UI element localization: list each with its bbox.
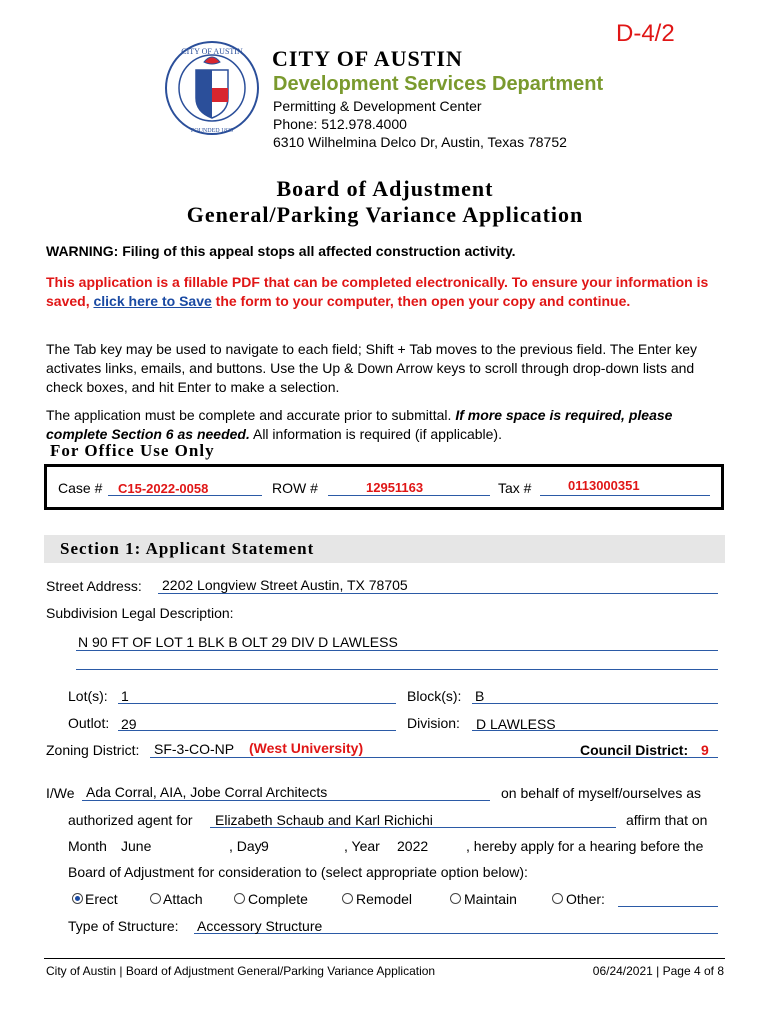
affirm-text: affirm that on (626, 812, 708, 828)
lots-field[interactable] (118, 688, 396, 704)
option-remodel-label: Remodel (356, 891, 413, 907)
subdivision-value: N 90 FT OF LOT 1 BLK B OLT 29 DIV D LAWLESS (78, 634, 398, 650)
other-field[interactable] (618, 891, 718, 907)
complete-notice (46, 406, 726, 444)
subdivision-label: Subdivision Legal Description: (46, 605, 234, 621)
seal-text-bottom: FOUNDED 1839 (190, 128, 234, 134)
year-value: 2022 (397, 838, 429, 854)
option-attach-radio[interactable] (150, 893, 161, 904)
phone: Phone: 512.978.4000 (273, 116, 407, 132)
option-maintain-radio[interactable] (450, 893, 461, 904)
month-label: Month (68, 838, 107, 854)
complete-notice-text: The application must be complete and accurate prior to submittal. (46, 407, 456, 423)
option-maintain-label: Maintain (464, 891, 517, 907)
day-value: 9 (261, 838, 269, 854)
zoning-value: SF-3-CO-NP (154, 741, 235, 757)
block-label: Block(s): (407, 688, 462, 704)
option-complete-label: Complete (248, 891, 308, 907)
street-label: Street Address: (46, 578, 142, 594)
block-value: B (475, 688, 485, 704)
agent-label: authorized agent for (68, 812, 193, 828)
fillable-notice (46, 273, 726, 311)
zoning-label: Zoning District: (46, 742, 140, 758)
section1-title: Section 1: Applicant Statement (60, 539, 315, 558)
division-label: Division: (407, 715, 460, 731)
tab-instructions: The Tab key may be used to navigate to each field; Shift + Tab moves to the previous field. The Enter key activates links, emails, and buttons. Use the Up & Down Arrow keys to scroll through drop-down lists and check boxes, and hit Enter to make a selection. (46, 341, 697, 395)
option-other-label: Other: (566, 891, 605, 907)
outlot-field[interactable] (118, 715, 396, 731)
lots-label: Lot(s): (68, 688, 108, 704)
zoning-note: (West University) (249, 740, 364, 756)
lots-value: 1 (121, 688, 129, 704)
complete-notice-italic: If more space is required, please complete Section 6 as needed. (46, 407, 673, 442)
complete-notice-end: All information is required (if applicable). (249, 426, 502, 442)
division-value: D LAWLESS (476, 716, 556, 732)
hearing-text: , hereby apply for a hearing before the (466, 838, 704, 854)
row-label: ROW # (272, 480, 318, 496)
option-complete-radio[interactable] (234, 893, 245, 904)
outlot-value: 29 (121, 716, 137, 732)
subdivision-field-2[interactable] (76, 655, 718, 670)
page-reference: D-4/2 (616, 20, 675, 47)
fillable-notice-text-end: the form to your computer, then open your copy and continue. (211, 293, 631, 309)
city-seal-logo (160, 40, 264, 136)
tax-label: Tax # (498, 480, 532, 496)
form-title-line2: General/Parking Variance Application (186, 202, 584, 227)
center-name: Permitting & Development Center (273, 98, 482, 114)
month-value: June (121, 838, 152, 854)
board-text: Board of Adjustment for consideration to (select appropriate option below): (68, 864, 528, 880)
iwe-value: Ada Corral, AIA, Jobe Corral Architects (86, 784, 328, 800)
row-value: 12951163 (366, 480, 424, 495)
option-remodel-radio[interactable] (342, 893, 353, 904)
structure-value: Accessory Structure (197, 918, 323, 934)
save-link[interactable]: click here to Save (93, 293, 212, 309)
case-label: Case # (58, 480, 103, 496)
structure-label: Type of Structure: (68, 918, 179, 934)
outlot-label: Outlot: (68, 715, 110, 731)
office-use-heading: For Office Use Only (50, 441, 215, 460)
warning-text: WARNING: Filing of this appeal stops all affected construction activity. (46, 243, 516, 259)
iwe-label: I/We (46, 785, 75, 801)
option-attach-label: Attach (163, 891, 203, 907)
footer-left: City of Austin | Board of Adjustment General/Parking Variance Application (46, 964, 436, 978)
street-address-header: 6310 Wilhelmina Delco Dr, Austin, Texas 78752 (273, 134, 567, 150)
council-value: 9 (701, 742, 709, 758)
council-label: Council District: (580, 742, 689, 758)
footer-right: 06/24/2021 | Page 4 of 8 (592, 964, 724, 978)
option-erect-radio[interactable] (72, 893, 83, 904)
city-name: CITY OF AUSTIN (272, 46, 463, 71)
street-value: 2202 Longview Street Austin, TX 78705 (162, 577, 408, 593)
fillable-notice-text: This application is a fillable PDF that can be completed electronically. To ensure your information is saved, (46, 274, 709, 309)
department-name: Development Services Department (273, 73, 604, 95)
seal-text-top: CITY OF AUSTIN (181, 47, 243, 56)
case-value: C15-2022-0058 (118, 481, 209, 496)
option-other-radio[interactable] (552, 893, 563, 904)
option-erect-label: Erect (85, 891, 118, 907)
year-label: , Year (344, 838, 380, 854)
agent-value: Elizabeth Schaub and Karl Richichi (215, 812, 433, 828)
tax-value: 0113000351 (568, 478, 640, 493)
block-field[interactable] (472, 688, 718, 704)
footer-divider (44, 958, 725, 959)
day-label: , Day (229, 838, 262, 854)
form-title-line1: Board of Adjustment (276, 176, 494, 201)
behalf-text: on behalf of myself/ourselves as (501, 785, 701, 801)
